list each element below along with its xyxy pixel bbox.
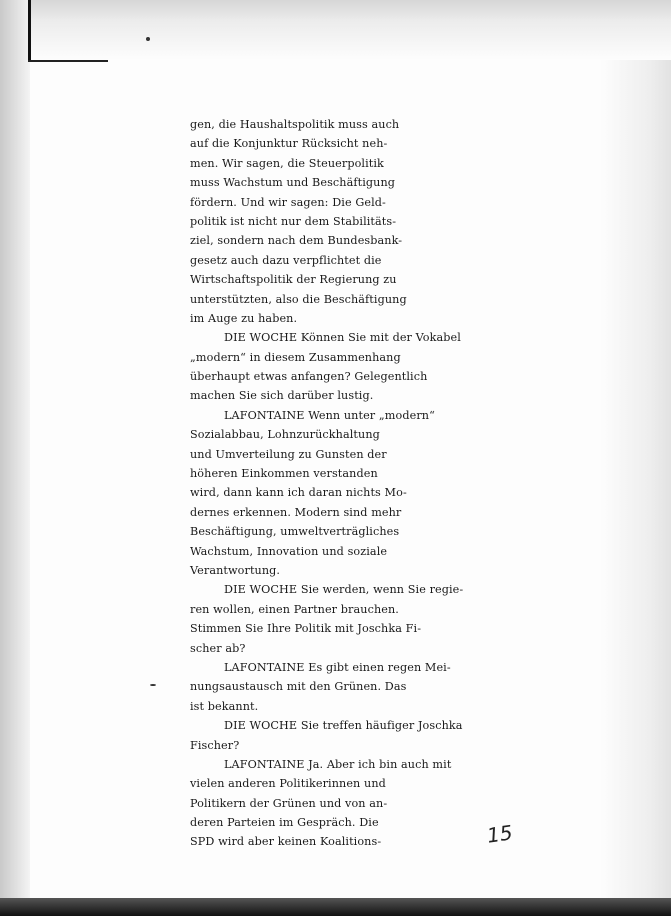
text-line: wird, dann kann ich daran nichts Mo- [190,486,407,500]
text-line: höheren Einkommen verstanden [190,467,378,481]
text-line: ziel, sondern nach dem Bundesbank- [190,234,403,248]
text-line: vielen anderen Politikerinnen und [190,777,386,791]
text-line: gen, die Haushaltspolitik muss auch [190,118,400,131]
text-line: scher ab? [190,641,246,655]
text-line: Wirtschaftspolitik der Regierung zu [190,273,397,287]
text-line: Beschäftigung, umweltverträgliches [190,525,400,539]
text-line: DIE WOCHE Sie treffen häufiger Joschka [224,719,463,733]
text-line: muss Wachstum und Beschäftigung [190,176,396,190]
text-line: LAFONTAINE Es gibt einen regen Mei- [224,660,451,674]
text-line: dernes erkennen. Modern sind mehr [190,505,402,519]
scan-shadow-bottom [0,898,671,916]
text-line: Politikern der Grünen und von an- [190,796,388,810]
text-line: deren Parteien im Gespräch. Die [190,816,379,830]
text-line: DIE WOCHE Können Sie mit der Vokabel [224,331,461,345]
text-line: überhaupt etwas anfangen? Gelegentlich [190,370,428,384]
body-text [190,115,464,852]
scan-speck [150,684,156,686]
text-line: LAFONTAINE Wenn unter „modern“ [224,408,435,422]
text-line: und Umverteilung zu Gunsten der [190,447,387,461]
text-line: SPD wird aber keinen Koalitions- [190,835,382,849]
scan-shadow-left [0,0,30,916]
scan-shadow-top [28,0,671,60]
text-line: men. Wir sagen, die Steuerpolitik [190,156,384,170]
text-line: Verantwortung. [190,563,281,577]
text-line: unterstützten, also die Beschäftigung [190,292,407,306]
text-line: LAFONTAINE Ja. Aber ich bin auch mit [224,757,452,771]
scan-edge-mark [28,60,108,62]
scan-edge-mark [28,0,31,62]
text-line: im Auge zu haben. [190,311,298,325]
text-line: Fischer? [190,738,240,752]
text-line: Stimmen Sie Ihre Politik mit Joschka Fi- [190,622,422,636]
text-line: ren wollen, einen Partner brauchen. [190,602,399,616]
text-line: nungsaustausch mit den Grünen. Das [190,680,407,694]
scan-speck [146,37,150,41]
text-line: fördern. Und wir sagen: Die Geld- [190,195,386,209]
text-line: Sozialabbau, Lohnzurückhaltung [190,428,380,442]
text-line: auf die Konjunktur Rücksicht neh- [190,137,388,151]
text-line: politik ist nicht nur dem Stabilitäts- [190,214,397,228]
text-line: DIE WOCHE Sie werden, wenn Sie regie- [224,583,464,597]
text-line: gesetz auch dazu verpflichtet die [190,253,382,267]
text-line: ist bekannt. [190,699,259,713]
text-line: „modern“ in diesem Zusammenhang [190,350,401,364]
scan-shadow-right [600,60,671,900]
handwritten-page-number: 15 [485,820,514,848]
text-line: machen Sie sich darüber lustig. [190,389,374,403]
text-line: Wachstum, Innovation und soziale [190,544,388,558]
